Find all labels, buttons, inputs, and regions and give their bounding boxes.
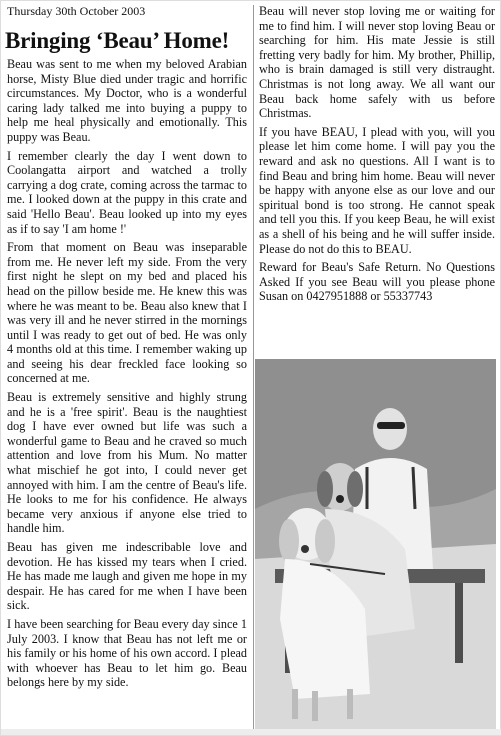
issue-date: Thursday 30th October 2003	[7, 4, 146, 18]
photo-woman-with-two-setter-dogs-icon	[255, 359, 496, 729]
paragraph-7: Beau will never stop loving me or waiting for me to find him. I will never stop loving Beau or searching for him. His mate Jessie is still fretting very badly for him. My brother, Phillip, who is brain damaged is still very distraught. Christmas is not long away. We all want our Beau back home safely with us before Christmas.	[259, 4, 495, 121]
paragraph-6: I have been searching for Beau every day since 1 July 2003. I know that Beau has not left me or his family or his home of his own accord. I plead with whoever has Beau to let him go. Beau belongs here by my side.	[7, 616, 247, 690]
paragraph-2: I remember clearly the day I went down to Coolangatta airport and watched a trolly carrying a dog crate, coming across the tarmac to me. I looked down at the puppy in this crate and said 'Hello Beau'. Beau looked up into my eyes as if to say 'I am home !'	[7, 148, 247, 236]
article-title: Bringing ‘Beau’ Home!	[5, 28, 230, 53]
page-bottom-edge	[1, 729, 501, 735]
paragraph-5: Beau has given me indescribable love and devotion. He has kissed my tears when I cried. He has made me laugh and given me hope in my despair. He has cared for me when I have been sick.	[7, 540, 247, 613]
paragraph-3: From that moment on Beau was inseparable from me. He never left my side. From the very first night he slept on my bed and placed his head on the pillow beside me. He knew this was where he was meant to be. Beau also knew that I was very ill and he never stirred in the mornings until I was ready to get out of bed. He was only 4 months old at this time. I remember waking up and seeing his dear freckled face looking so concerned at me.	[7, 240, 247, 386]
left-column	[7, 57, 247, 694]
paragraph-8: If you have BEAU, I plead with you, will you please let him come home. I will pay you the reward and ask no questions. All I want is to find Beau and bring him home. Beau will never be happy with anyone else as our love and our spiritual bond is too strong. He cannot speak and tell you this. If you keep Beau, he will exist as a shell of his being and he will suffer inside. Please do not do this to BEAU.	[259, 124, 495, 256]
right-column	[259, 4, 495, 308]
paragraph-4: Beau is extremely sensitive and highly strung and he is a 'free spirit'. Beau is the naughtiest dog I have ever owned but life was such a wonderful game to Beau and he craved so much attention and love from his Mum. No matter what mischief he got into, I could never get annoyed with him. I am the centre of Beau's life. He looks to me for his confidence. He always became very anxious if anyone else tried to handle him.	[7, 390, 247, 536]
paragraph-1: Beau was sent to me when my beloved Arabian horse, Misty Blue died under tragic and horrific circumstances. My Doctor, who is a wonderful caring lady talked me into buying a puppy to help me heal physically and emotionally. This puppy was Beau.	[7, 57, 247, 144]
column-divider	[253, 5, 254, 729]
photo-woman-with-dogs	[255, 359, 496, 729]
reward-notice: Reward for Beau's Safe Return. No Questions Asked If you see Beau will you please phone Susan on 0427951888 or 55337743	[259, 260, 495, 304]
